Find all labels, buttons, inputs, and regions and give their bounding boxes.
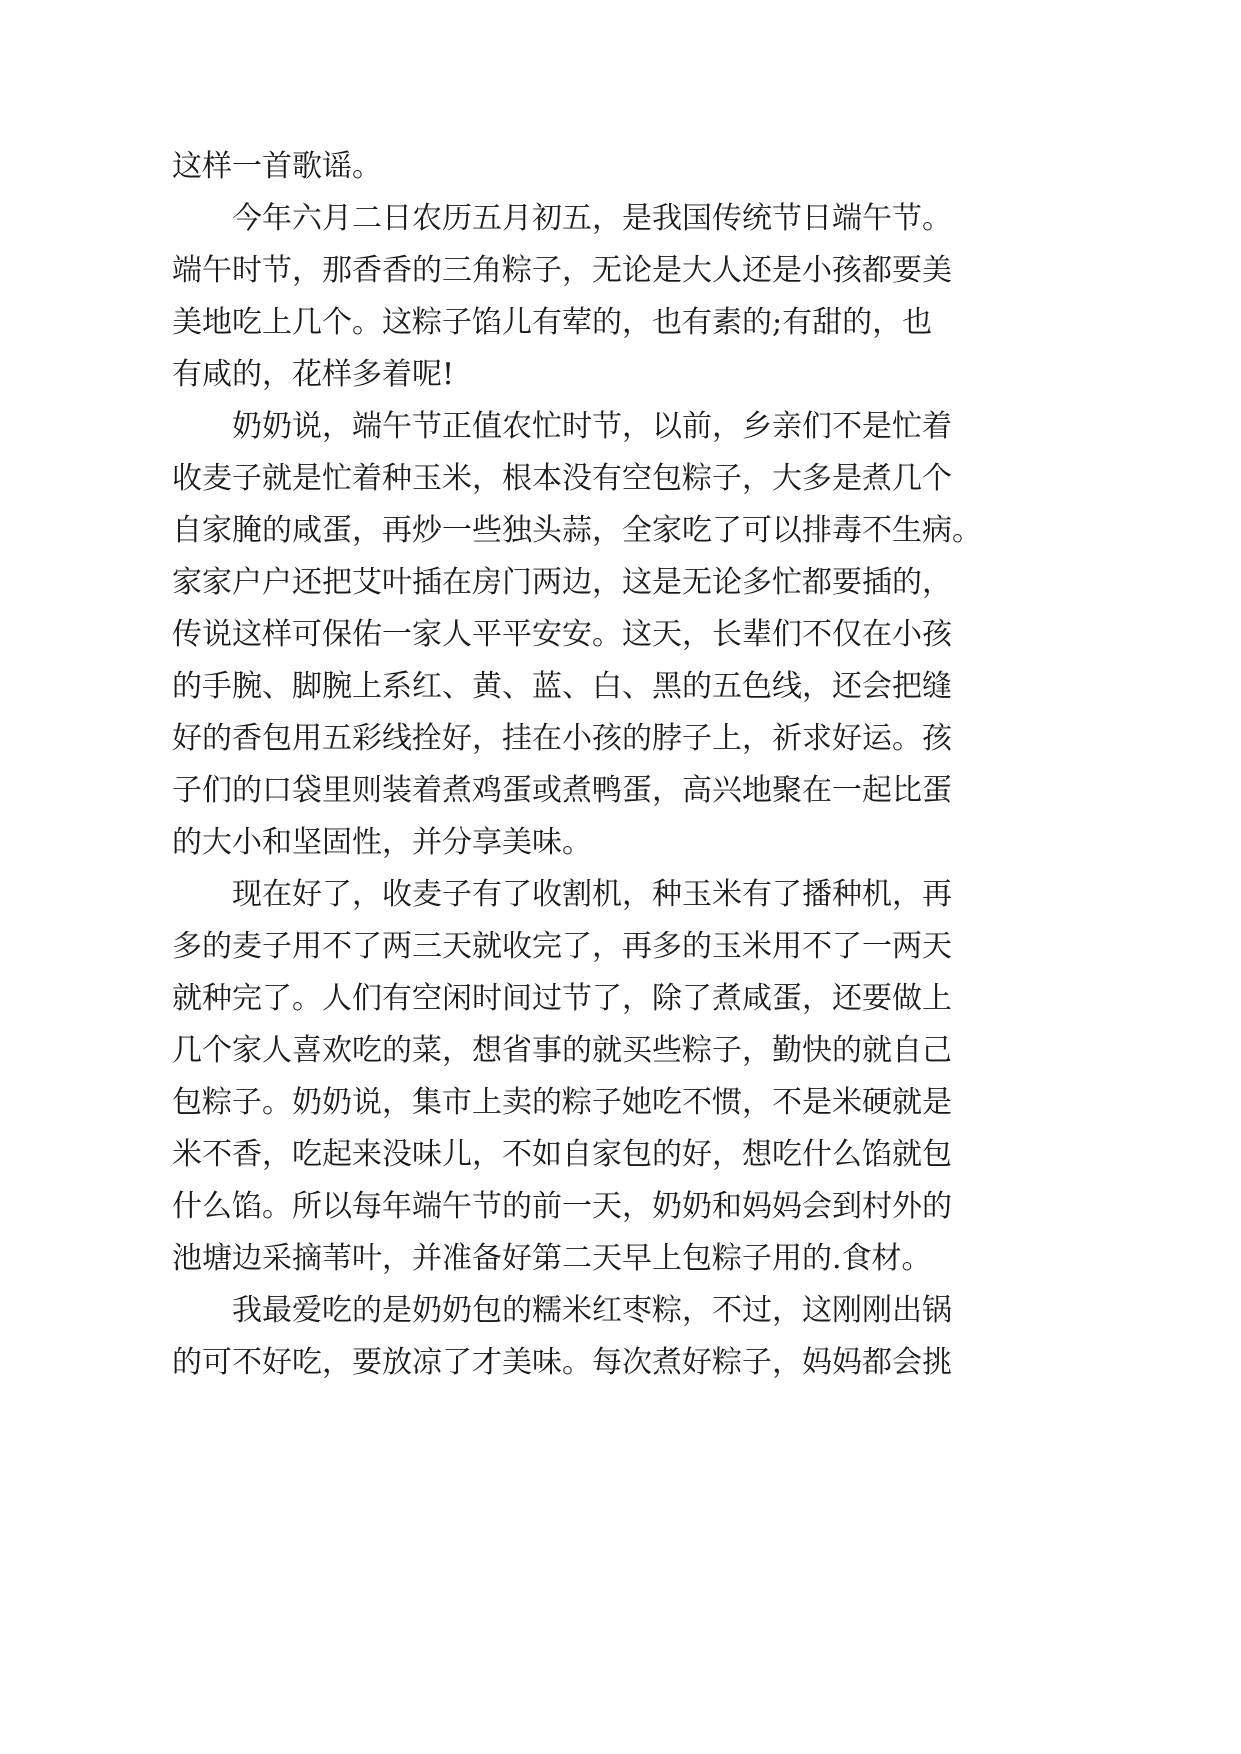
text-line: 包粽子。奶奶说，集市上卖的粽子她吃不惯，不是米硬就是: [172, 1085, 952, 1120]
text-line: 收麦子就是忙着种玉米，根本没有空包粽子，大多是煮几个: [172, 461, 952, 496]
text-line: 好的香包用五彩线拴好，挂在小孩的脖子上，祈求好运。孩: [172, 721, 952, 756]
paragraph-first-line: 奶奶说，端午节正值农忙时节，以前，乡亲们不是忙着: [232, 409, 952, 444]
text-line: 自家腌的咸蛋，再炒一些独头蒜，全家吃了可以排毒不生病。: [172, 513, 982, 548]
text-line: 的手腕、脚腕上系红、黄、蓝、白、黑的五色线，还会把缝: [172, 669, 952, 704]
text-line: 有咸的，花样多着呢!: [172, 357, 455, 392]
text-line: 多的麦子用不了两三天就收完了，再多的玉米用不了一两天: [172, 929, 952, 964]
text-line: 家家户户还把艾叶插在房门两边，这是无论多忙都要插的，: [172, 565, 952, 600]
paragraph-first-line: 现在好了，收麦子有了收割机，种玉米有了播种机，再: [232, 877, 952, 912]
paragraph-first-line: 今年六月二日农历五月初五，是我国传统节日端午节。: [232, 201, 952, 236]
text-line: 几个家人喜欢吃的菜，想省事的就买些粽子，勤快的就自己: [172, 1033, 952, 1068]
text-line: 子们的口袋里则装着煮鸡蛋或煮鸭蛋，高兴地聚在一起比蛋: [172, 773, 952, 808]
text-line: 米不香，吃起来没味儿，不如自家包的好，想吃什么馅就包: [172, 1137, 952, 1172]
text-line: 就种完了。人们有空闲时间过节了，除了煮咸蛋，还要做上: [172, 981, 952, 1016]
text-line: 池塘边采摘苇叶，并准备好第二天早上包粽子用的.食材。: [172, 1241, 932, 1276]
text-line: 的可不好吃，要放凉了才美味。每次煮好粽子，妈妈都会挑: [172, 1345, 952, 1380]
text-line: 端午时节，那香香的三角粽子，无论是大人还是小孩都要美: [172, 253, 952, 288]
text-line: 传说这样可保佑一家人平平安安。这天，长辈们不仅在小孩: [172, 617, 952, 652]
text-line: 这样一首歌谣。: [172, 149, 382, 184]
text-line: 什么馅。所以每年端午节的前一天，奶奶和妈妈会到村外的: [172, 1189, 952, 1224]
paragraph-first-line: 我最爱吃的是奶奶包的糯米红枣粽，不过，这刚刚出锅: [232, 1293, 952, 1328]
text-line: 美地吃上几个。这粽子馅儿有荤的，也有素的;有甜的，也: [172, 305, 933, 340]
text-line: 的大小和坚固性，并分享美味。: [172, 825, 592, 860]
